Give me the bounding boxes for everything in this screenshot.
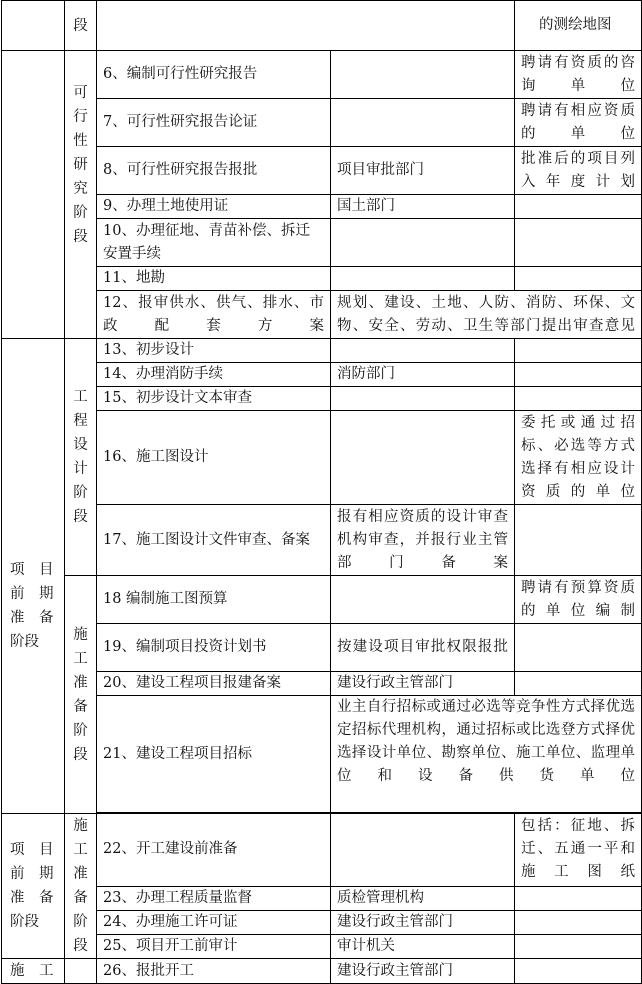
note-cell: 聘请有资质的咨询单位 [515,51,642,99]
step-cell: 22、开工建设前准备 [97,814,331,887]
note-cell [515,672,642,696]
note-cell [515,363,642,387]
subphase-engineering-design [65,339,97,576]
step-cell: 18 编制施工图预算 [97,576,331,624]
phase-header-cell [2,1,65,51]
note-cell [515,910,642,934]
note-cell [515,387,642,411]
step-cell: 11、地勘 [97,267,331,291]
dept-cell: 国土部门 [331,195,515,219]
dept-cell [331,339,515,363]
dept-cell: 审计机关 [331,934,515,958]
dept-cell: 报有相应资质的设计审查机构审查，并报行业主管部门备案 [331,505,515,576]
step-cell: 25、项目开工前审计 [97,934,331,958]
dept-cell-wide: 规划、建设、土地、人防、消防、环保、文物、安全、劳动、卫生等部门提出审查意见 [331,291,642,339]
dept-cell [331,411,515,505]
step-cell: 21、建设工程项目招标 [97,696,331,813]
note-cell [515,267,642,291]
phase-project-prep-1 [2,339,65,814]
approval-process-table [1,0,642,984]
step-cell: 12、报审供水、供气、排水、市政配套方案 [97,291,331,339]
blank-header-cell [97,1,515,51]
subphase-header-cell: 段 [65,1,97,51]
step-cell: 15、初步设计文本审查 [97,387,331,411]
dept-cell-wide: 业主自行招标或通过必选等竞争性方式择优选定招标代理机构，通过招标或比选登方式择优选择设计单位、勘察单位、施工单位、监理单位和设备供货单位 [331,696,642,813]
note-cell [515,624,642,672]
dept-cell [331,267,515,291]
step-cell: 23、办理工程质量监督 [97,886,331,910]
phase-construction: 施 工 [2,959,65,984]
phase-cell-blank [2,51,65,339]
map-header-cell: 的测绘地图 [515,1,642,51]
dept-cell: 项目审批部门 [331,147,515,195]
step-cell: 10、办理征地、青苗补偿、拆迁安置手续 [97,219,331,267]
step-cell: 26、报批开工 [97,959,331,984]
step-cell: 14、办理消防手续 [97,363,331,387]
note-cell [515,934,642,958]
note-cell: 批准后的项目列入年度计划 [515,147,642,195]
subphase-construction-prep-2-label: 施工准备阶段 [73,818,88,954]
step-cell: 24、办理施工许可证 [97,910,331,934]
dept-cell [331,576,515,624]
dept-cell: 建设行政主管部门 [331,910,515,934]
step-cell: 6、编制可行性研究报告 [97,51,331,99]
step-cell: 8、可行性研究报告报批 [97,147,331,195]
dept-cell: 建设行政主管部门 [331,672,515,696]
note-cell [515,219,642,267]
dept-cell [331,99,515,147]
dept-cell [331,387,515,411]
step-cell: 20、建设工程项目报建备案 [97,672,331,696]
subphase-feasibility [65,51,97,339]
step-cell: 17、施工图设计文件审查、备案 [97,505,331,576]
subphase-construction-prep-1-label: 施工准备阶段 [73,626,88,763]
step-cell: 13、初步设计 [97,339,331,363]
step-cell: 7、可行性研究报告论证 [97,99,331,147]
phase-project-prep-1-label: 项 目 前 期 准 备 阶段 [10,562,54,650]
note-cell: 聘请有预算资质的单位编制 [515,576,642,624]
note-cell [515,505,642,576]
dept-cell [331,814,515,887]
dept-cell: 消防部门 [331,363,515,387]
dept-cell: 按建设项目审批权限报批 [331,624,515,672]
phase-project-prep-2-label: 项 目 前 期 准 备 阶段 [10,842,54,930]
step-cell: 19、编制项目投资计划书 [97,624,331,672]
subphase-engineering-design-label: 工程设计阶段 [73,389,88,525]
phase-project-prep-2 [2,814,65,959]
dept-cell: 质检管理机构 [331,886,515,910]
dept-cell [331,219,515,267]
note-cell: 委托或通过招标、必选等方式选择有相应设计资质的单位 [515,411,642,505]
dept-cell [331,51,515,99]
note-cell: 包括：征地、拆迁、五通一平和施工图纸 [515,814,642,887]
note-cell [515,195,642,219]
note-cell: 聘请有相应资质的单位 [515,99,642,147]
step-cell: 9、办理土地使用证 [97,195,331,219]
subphase-construction-prep-1 [65,576,97,814]
note-cell [515,886,642,910]
subphase-construction-prep-2 [65,814,97,959]
step-cell: 16、施工图设计 [97,411,331,505]
subphase-feasibility-label: 可行性研究阶段 [73,84,88,245]
note-cell [515,339,642,363]
dept-cell: 建设行政主管部门 [331,959,515,984]
